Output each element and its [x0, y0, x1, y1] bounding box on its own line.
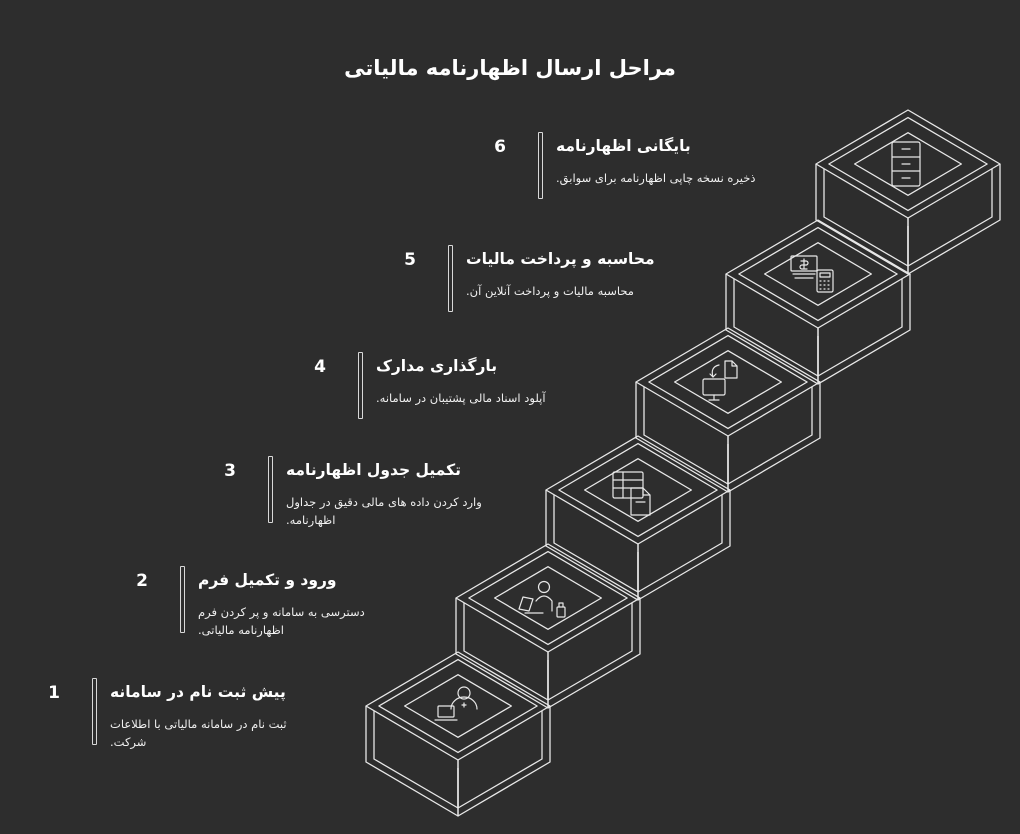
step-tread	[636, 328, 820, 436]
step-icon-frame	[405, 675, 512, 738]
step-tread	[546, 436, 730, 544]
step-6	[488, 137, 756, 207]
step-number: 3	[224, 461, 236, 481]
step-icon-frame	[675, 351, 782, 414]
step-title: پیش ثبت نام در سامانه	[110, 683, 286, 701]
step-icon-frame	[585, 459, 692, 522]
step-riser-inner	[728, 387, 812, 484]
diagram-title: مراحل ارسال اظهارنامه مالیاتی	[344, 56, 676, 80]
step-tread-inner	[649, 336, 807, 429]
step-3	[218, 461, 482, 531]
step-number: 4	[314, 357, 326, 377]
step-divider-bar	[180, 566, 185, 633]
step-icon-frame	[765, 243, 872, 306]
step-description: محاسبه مالیات و پرداخت آنلاین آن.	[466, 284, 634, 298]
step-title: محاسبه و پرداخت مالیات	[466, 250, 655, 268]
step-divider-bar	[268, 456, 273, 523]
step-description: ثبت نام در سامانه مالیاتی با اطلاعات شرکت.	[110, 717, 287, 749]
file-cabinet-icon	[892, 142, 920, 186]
step-4	[308, 357, 548, 427]
step-divider-bar	[358, 352, 363, 419]
step-tread-inner	[469, 552, 627, 645]
step-description: دسترسی به سامانه و پر کردن فرم اظهارنامه مالیاتی.	[198, 605, 365, 637]
person-at-laptop-icon	[519, 582, 565, 618]
step-number: 5	[404, 250, 416, 270]
money-calculator-icon	[791, 256, 833, 292]
upload-monitor-icon	[703, 361, 737, 400]
user-laptop-icon	[435, 687, 477, 720]
step-tread	[726, 220, 910, 328]
step-divider-bar	[538, 132, 543, 199]
step-title: تکمیل جدول اظهارنامه	[286, 461, 461, 479]
step-2	[130, 571, 370, 641]
step-divider-bar	[448, 245, 453, 312]
step-icon-frame	[495, 567, 602, 630]
step-description: وارد کردن داده های مالی دقیق در جداول اظهارنامه.	[286, 495, 482, 527]
step-title: بارگذاری مدارک	[376, 357, 498, 375]
step-riser-inner	[458, 711, 542, 808]
step-tread-inner	[739, 228, 897, 321]
step-number: 6	[494, 137, 506, 157]
step-title: ورود و تکمیل فرم	[198, 571, 337, 589]
step-number: 1	[48, 683, 60, 703]
step-description: ذخیره نسخه چاپی اظهارنامه برای سوابق.	[556, 171, 756, 185]
step-tread-inner	[379, 660, 537, 753]
step-1	[42, 683, 287, 753]
step-description: آپلود اسناد مالی پشتیبان در سامانه.	[376, 391, 546, 405]
step-number: 2	[136, 571, 148, 591]
step-divider-bar	[92, 678, 97, 745]
step-tread	[366, 652, 550, 760]
table-document-icon	[613, 472, 650, 515]
step-riser-inner	[818, 279, 902, 376]
step-riser-inner	[824, 169, 908, 266]
step-tread-inner	[559, 444, 717, 537]
step-5	[398, 250, 655, 320]
step-riser-inner	[374, 711, 458, 808]
step-tread	[456, 544, 640, 652]
step-title: بایگانی اظهارنامه	[556, 137, 691, 155]
